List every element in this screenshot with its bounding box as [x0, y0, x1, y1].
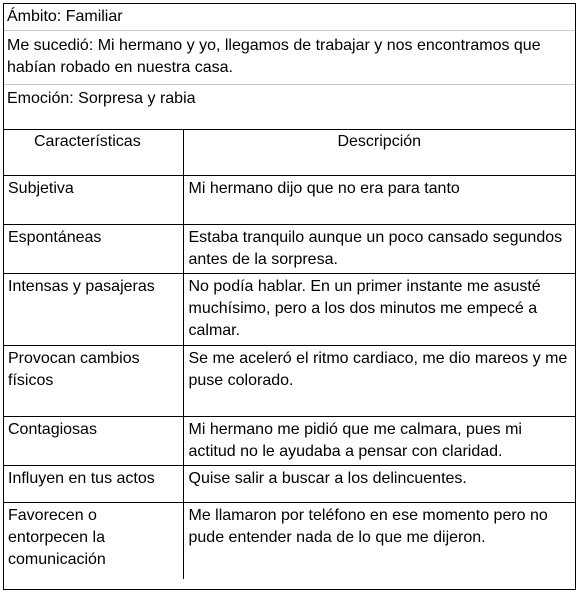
table-row [4, 175, 575, 224]
caracteristica-cell: Favorecen o entorpecen la comunicación [4, 502, 183, 579]
descripcion-cell: No podía hablar. En un primer instante me asusté muchísimo, pero a los dos minutos me empecé a calmar. [183, 273, 575, 345]
sucedio-line: Me sucedió: Mi hermano y yo, llegamos de trabajar y nos encontramos que habían robado en nuestra casa. [4, 31, 575, 85]
column-header-caracteristicas: Características [4, 129, 183, 175]
descripcion-cell: Quise salir a buscar a los delincuentes. [183, 465, 575, 502]
table-row [4, 502, 575, 579]
table-row [4, 416, 575, 465]
descripcion-cell: Se me aceleró el ritmo cardiaco, me dio mareos y me puse colorado. [183, 345, 575, 416]
table-header-row [4, 129, 575, 175]
column-header-descripcion: Descripción [183, 129, 575, 175]
descripcion-cell: Mi hermano me pidió que me calmara, pues mi actitud no le ayudaba a pensar con claridad. [183, 416, 575, 465]
caracteristica-cell: Subjetiva [4, 175, 183, 224]
table-row [4, 345, 575, 416]
emotion-worksheet [3, 3, 576, 590]
caracteristica-cell: Espontáneas [4, 224, 183, 273]
table-row [4, 224, 575, 273]
caracteristica-cell: Provocan cambios físicos [4, 345, 183, 416]
table-row [4, 465, 575, 502]
ambito-line: Ámbito: Familiar [4, 4, 575, 31]
descripcion-cell: Mi hermano dijo que no era para tanto [183, 175, 575, 224]
emocion-line: Emoción: Sorpresa y rabia [4, 85, 575, 130]
descripcion-cell: Me llamaron por teléfono en ese momento pero no pude entender nada de lo que me dijeron. [183, 502, 575, 579]
descripcion-cell: Estaba tranquilo aunque un poco cansado segundos antes de la sorpresa. [183, 224, 575, 273]
caracteristica-cell: Influyen en tus actos [4, 465, 183, 502]
caracteristica-cell: Intensas y pasajeras [4, 273, 183, 345]
caracteristica-cell: Contagiosas [4, 416, 183, 465]
table-row [4, 273, 575, 345]
characteristics-table [4, 129, 575, 579]
